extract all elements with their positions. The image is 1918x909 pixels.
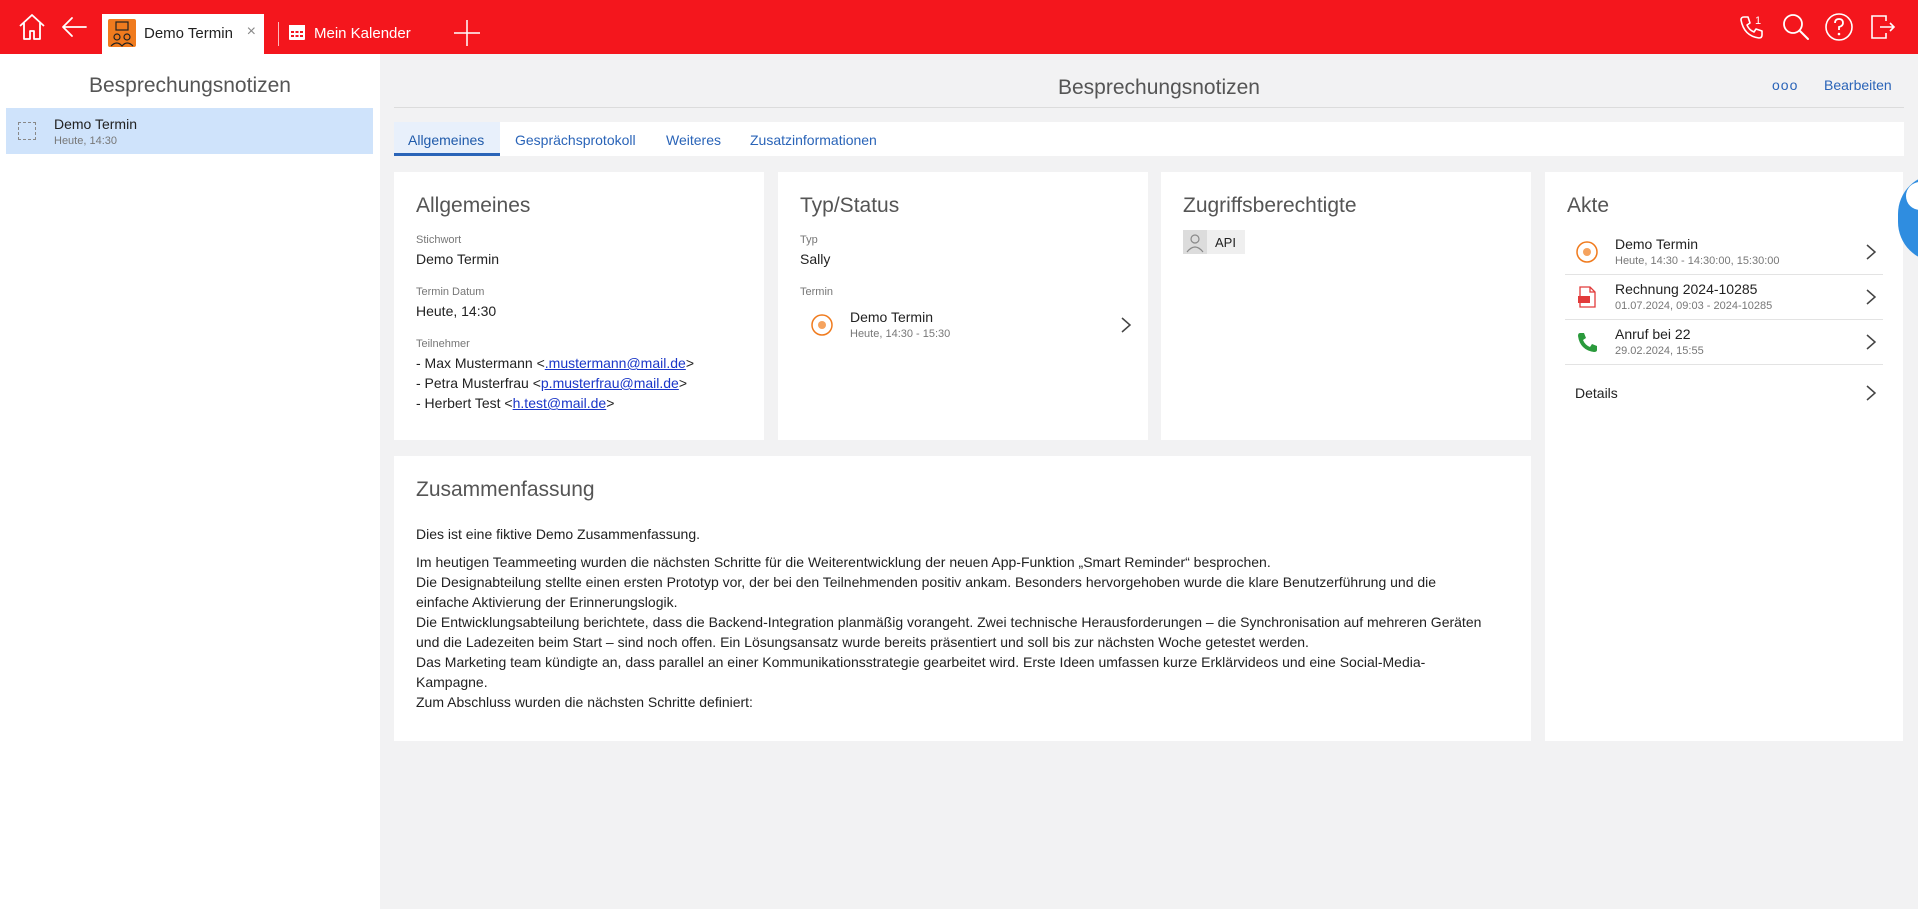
pdf-icon (1575, 285, 1599, 309)
summary-line: und die Ladezeiten beim Start – sind noch offen. Ein Lösungsansatz wurde bereits präsentiert und soll bis zur nächsten Woche getestet werden. (416, 634, 1309, 650)
logout-icon[interactable] (1866, 11, 1898, 43)
chevron-right-icon (1120, 316, 1132, 334)
edit-button[interactable]: Bearbeiten (1824, 77, 1892, 93)
email-link[interactable]: p.musterfrau@mail.de (540, 375, 679, 391)
akte-item-title: Demo Termin (1615, 236, 1698, 252)
appointment-icon (810, 313, 834, 337)
field-label: Stichwort (416, 234, 462, 246)
checkbox-icon[interactable] (18, 122, 36, 140)
akte-item-title: Rechnung 2024-10285 (1615, 281, 1758, 297)
chevron-right-icon (1865, 333, 1877, 351)
summary-line: einfache Aktivierung der Erinnerungslogik. (416, 594, 678, 610)
email-link[interactable]: .mustermann@mail.de (544, 355, 686, 371)
appointment-avatar-icon (108, 19, 136, 47)
summary-line: Im heutigen Teammeeting wurden die nächsten Schritte für die Weiterentwicklung der neuen App-Funktion „Smart Reminder“ besprochen. (416, 554, 1271, 570)
field-label: Termin (800, 286, 834, 298)
chevron-right-icon (1865, 243, 1877, 261)
card-zugriffsberechtigte (1161, 172, 1531, 440)
card-title: Zugriffsberechtigte (1183, 194, 1357, 217)
field-value: Sally (800, 251, 831, 267)
summary-intro: Dies ist eine fiktive Demo Zusammenfassung. (416, 526, 700, 542)
akte-item-subtitle: Heute, 14:30 - 14:30:00, 15:30:00 (1615, 255, 1780, 267)
more-options-button[interactable]: ooo (1772, 77, 1799, 93)
tab-divider (278, 22, 279, 46)
participant: - Max Mustermann <.mustermann@mail.de> (416, 355, 694, 371)
email-link[interactable]: h.test@mail.de (512, 395, 607, 411)
back-arrow-icon[interactable] (58, 11, 90, 43)
call-badge: 1 (1755, 15, 1762, 27)
card-allgemeines (394, 172, 764, 440)
card-zusammenfassung (394, 456, 1531, 741)
page-title: Besprechungsnotizen (1058, 76, 1260, 99)
calendar-icon (288, 23, 306, 41)
home-icon[interactable] (16, 11, 48, 43)
card-akte (1545, 172, 1903, 741)
add-tab-icon[interactable] (452, 18, 482, 48)
phone-icon (1575, 330, 1599, 354)
chevron-right-icon (1865, 288, 1877, 306)
akte-item[interactable] (1565, 275, 1883, 320)
participant: - Herbert Test <h.test@mail.de> (416, 395, 615, 411)
user-name: API (1215, 235, 1236, 250)
user-chip[interactable] (1183, 230, 1245, 254)
appointment-icon (1575, 240, 1599, 264)
list-item[interactable] (6, 108, 373, 154)
tab-bar (394, 122, 1904, 156)
tab-weiteres[interactable]: Weiteres (666, 132, 721, 148)
details-label: Details (1575, 385, 1618, 401)
tab-zusatzinformationen[interactable]: Zusatzinformationen (750, 132, 877, 148)
tab-label: Mein Kalender (314, 25, 411, 42)
card-title: Allgemeines (416, 194, 531, 217)
field-label: Teilnehmer (416, 338, 470, 350)
notes-sidebar (0, 54, 380, 909)
participant: - Petra Musterfrau <p.musterfrau@mail.de> (416, 375, 688, 391)
summary-line: Die Entwicklungsabteilung berichtete, dass die Backend-Integration planmäßig vorangeht. Zwei technische Herausforderungen – die Synchronisation auf mehreren Geräten (416, 614, 1482, 630)
summary-line: Zum Abschluss wurden die nächsten Schritte definiert: (416, 694, 753, 710)
akte-item-subtitle: 29.02.2024, 15:55 (1615, 345, 1704, 357)
card-typ-status (778, 172, 1148, 440)
close-tab-icon[interactable]: × (246, 23, 256, 40)
termin-title: Demo Termin (850, 309, 933, 325)
akte-item-title: Anruf bei 22 (1615, 326, 1691, 342)
list-item-subtitle: Heute, 14:30 (54, 135, 117, 147)
akte-item[interactable] (1565, 230, 1883, 275)
summary-line: Kampagne. (416, 674, 488, 690)
chevron-right-icon (1865, 384, 1877, 402)
top-bar (0, 0, 1918, 54)
tab-label: Demo Termin (144, 25, 233, 42)
help-icon[interactable] (1823, 11, 1855, 43)
card-title: Zusammenfassung (416, 478, 595, 501)
list-item-title: Demo Termin (54, 116, 137, 132)
tab-gespraechsprotokoll[interactable]: Gesprächsprotokoll (515, 132, 636, 148)
card-title: Typ/Status (800, 194, 900, 217)
tab-allgemeines[interactable]: Allgemeines (408, 132, 485, 148)
termin-time: Heute, 14:30 - 15:30 (850, 328, 951, 340)
field-value: Demo Termin (416, 251, 499, 267)
active-tab-indicator (394, 153, 500, 156)
akte-item[interactable] (1565, 320, 1883, 365)
field-label: Typ (800, 234, 818, 246)
search-icon[interactable] (1780, 11, 1812, 43)
details-link[interactable] (1565, 373, 1883, 413)
summary-line: Die Designabteilung stellte einen ersten Prototyp vor, der bei den Teilnehmenden positiv ankam. Besonders hervorgehoben wurde die klare Benutzerführung und die (416, 574, 1437, 590)
akte-item-subtitle: 01.07.2024, 09:03 - 2024-10285 (1615, 300, 1773, 312)
summary-line: Das Marketing team kündigte an, dass parallel an einer Kommunikationsstrategie gearbeitet wird. Erste Ideen umfassen kurze Erklärvideos und eine Social-Media- (416, 654, 1426, 670)
phone-calls-icon[interactable] (1736, 11, 1768, 43)
sidebar-title: Besprechungsnotizen (89, 74, 291, 97)
tab-demo-termin[interactable] (102, 14, 264, 54)
field-label: Termin Datum (416, 286, 485, 298)
user-avatar-icon (1183, 230, 1207, 254)
header-divider (394, 107, 1904, 108)
card-title: Akte (1567, 194, 1610, 217)
field-value: Heute, 14:30 (416, 303, 497, 319)
termin-link[interactable] (800, 305, 1140, 345)
